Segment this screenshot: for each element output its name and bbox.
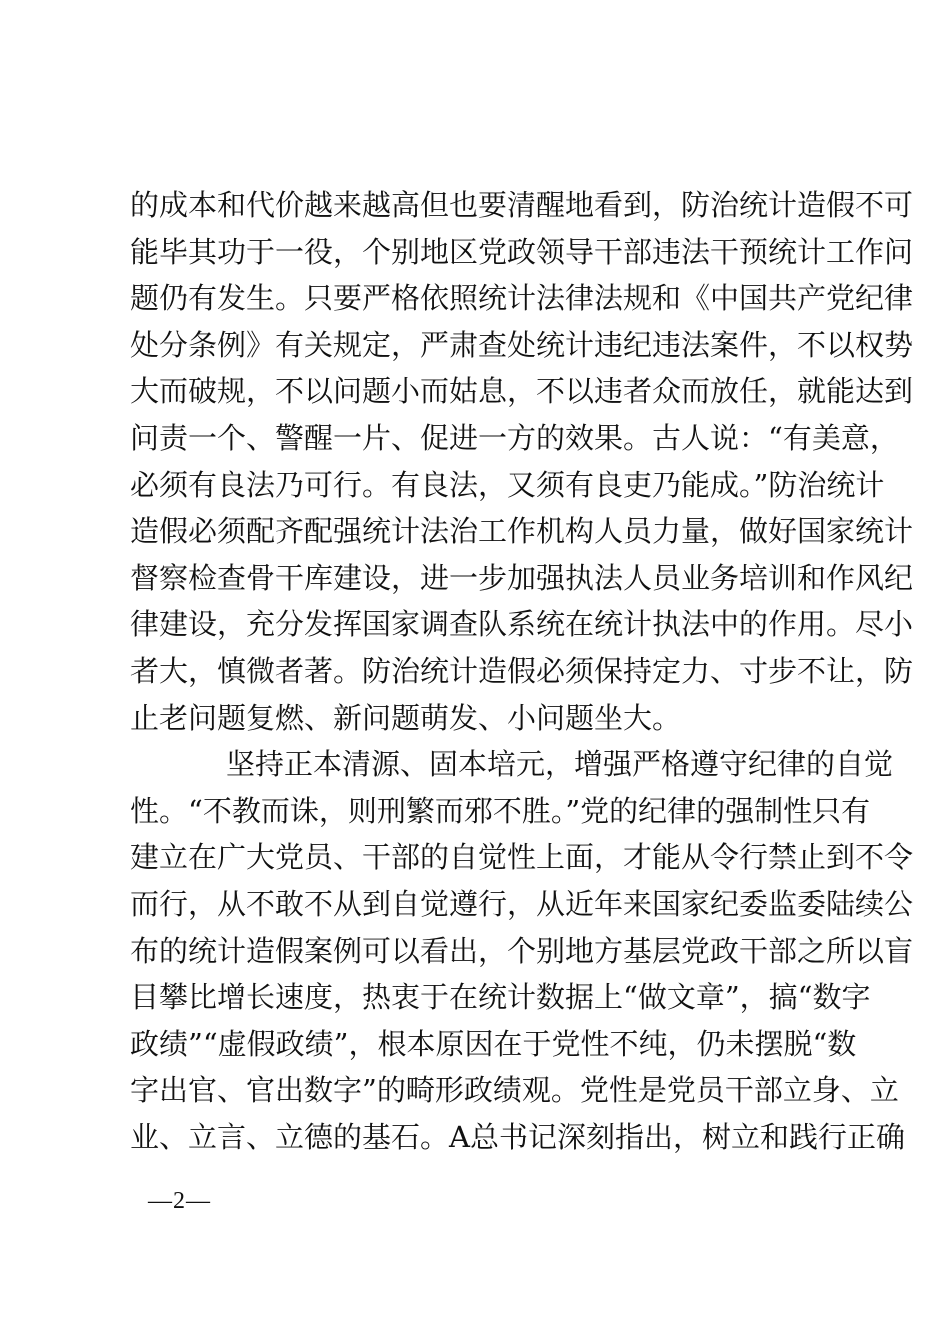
text-line: 必须有良法乃可行。有良法，又须有良吏乃能成。”防治统计 (130, 467, 885, 502)
text-line: 的成本和代价越来越高但也要清醒地看到，防治统计造假不可 (130, 188, 914, 222)
text-line: 题仍有发生。只要严格依照统计法律法规和《中国共产党纪律 (130, 281, 914, 316)
paragraph-1 (130, 182, 914, 741)
paragraph-2 (130, 741, 914, 1160)
text-line: 大而破规，不以问题小而姑息，不以违者众而放任，就能达到 (130, 374, 914, 409)
document-body (130, 182, 914, 1160)
text-line: 律建设，充分发挥国家调查队系统在统计执法中的作用。尽小 (130, 607, 914, 642)
text-line: 能毕其功于一役，个别地区党政领导干部违法干预统计工作问 (130, 234, 914, 269)
text-line: 造假必须配齐配强统计法治工作机构人员力量，做好国家统计 (130, 514, 914, 549)
text-line: 业、立言、立德的基石。A总书记深刻指出，树立和践行正确 (130, 1119, 905, 1154)
text-line: 建立在广大党员、干部的自觉性上面，才能从令行禁止到不令 (130, 840, 914, 875)
text-line: 处分条例》有关规定，严肃查处统计违纪违法案件，不以权势 (130, 327, 914, 362)
text-line: 止老问题复燃、新问题萌发、小问题坐大。 (130, 700, 682, 735)
text-line: 而行，从不敢不从到自觉遵行，从近年来国家纪委监委陆续公 (130, 886, 914, 921)
text-line: 坚持正本清源、固本培元，增强严格遵守纪律的自觉 (226, 747, 894, 782)
text-line: 者大，慎微者著。防治统计造假必须保持定力、寸步不让，防 (130, 653, 914, 688)
text-line: 目攀比增长速度，热衷于在统计数据上“做文章”，搞“数字 (130, 980, 871, 1015)
text-line: 布的统计造假案例可以看出，个别地方基层党政干部之所以盲 (130, 933, 914, 968)
text-line: 字出官、官出数字”的畸形政绩观。党性是党员干部立身、立 (130, 1073, 899, 1108)
text-line: 政绩”“虚假政绩”，根本原因在于党性不纯，仍未摆脱“数 (130, 1026, 857, 1061)
text-line: 问责一个、警醒一片、促进一方的效果。古人说：“有美意， (130, 420, 899, 455)
text-line: 督察检查骨干库建设，进一步加强执法人员业务培训和作风纪 (130, 560, 914, 595)
text-line: 性。“不教而诛，则刑繁而邪不胜。”党的纪律的强制性只有 (130, 793, 871, 828)
page-number: —2— (148, 1188, 211, 1214)
